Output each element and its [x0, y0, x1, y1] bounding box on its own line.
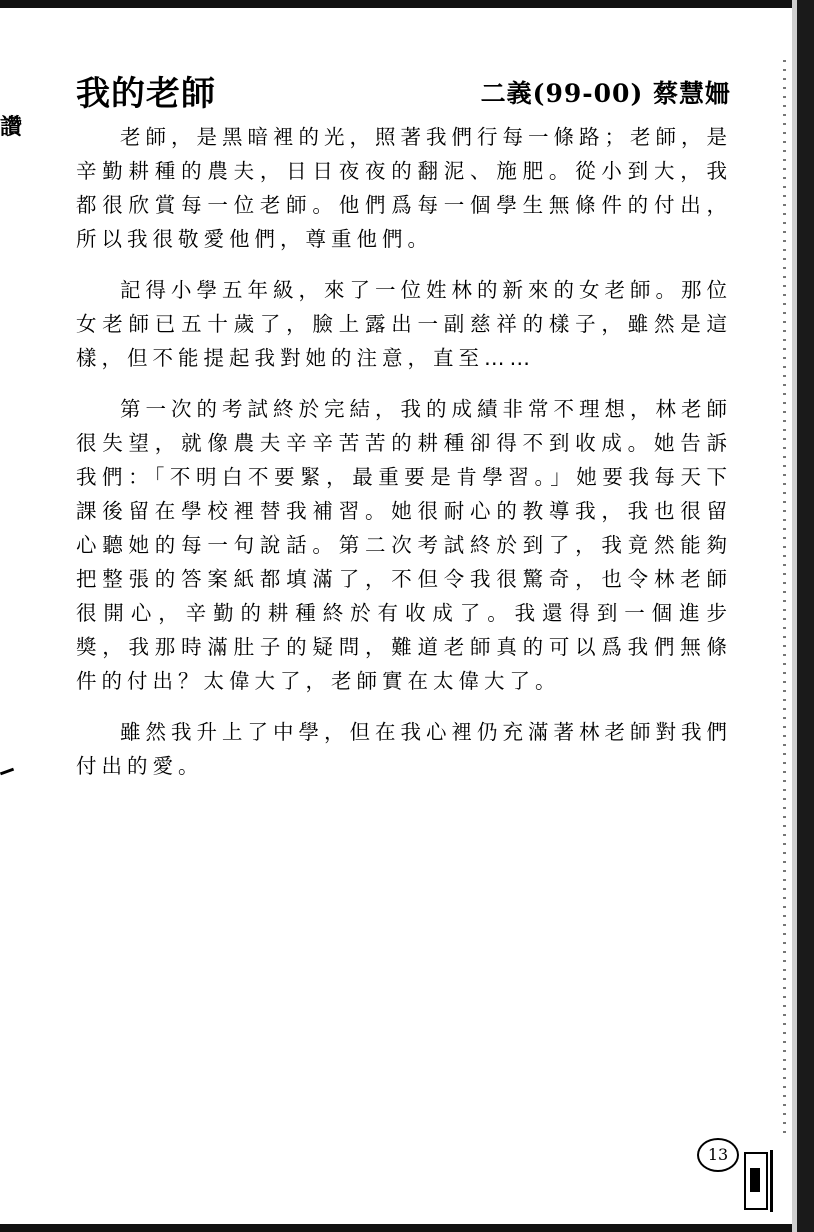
- paragraph: 老師，是黑暗裡的光，照著我們行每一條路；老師，是辛勤耕種的農夫，日日夜夜的翻泥、施肥。從小到大，我都很欣賞每一位老師。他們爲每一個學生無條件的付出，所以我很敬愛他們，尊重他們。: [76, 125, 732, 251]
- page-number: 13: [697, 1138, 739, 1172]
- paragraph: 記得小學五年級，來了一位姓林的新來的女老師。那位女老師已五十歲了，臉上露出一副慈祥的樣子，雖然是這樣，但不能提起我對她的注意，直至……: [76, 278, 732, 370]
- bookmark-icon: [744, 1152, 768, 1210]
- essay-body: [76, 120, 732, 800]
- essay-title: 我的老師: [76, 74, 216, 114]
- margin-mark: [0, 768, 14, 776]
- paragraph: 第一次的考試終於完結，我的成績非常不理想，林老師很失望，就像農夫辛辛苦苦的耕種卻得不到收成。她告訴我們：「不明白不要緊，最重要是肯學習。」她要我每天下課後留在學校裡替我補習。她很耐心的教導我，我也很留心聽她的每一句說話。第二次考試終於到了，我竟然能夠把整張的答案紙都填滿了，不但令我很驚奇，也令林老師很開心，辛勤的耕種終於有收成了。我還得到一個進步獎，我那時滿肚子的疑問，難道老師真的可以爲我們無條件的付出？太偉大了，老師實在太偉大了。: [76, 397, 732, 693]
- author-byline: 二義(99-00) 蔡慧姍: [480, 79, 731, 108]
- margin-character: 讚: [0, 115, 23, 140]
- scan-dotted-edge: [783, 60, 786, 1140]
- paragraph: 雖然我升上了中學，但在我心裡仍充滿著林老師對我們付出的愛。: [76, 720, 732, 778]
- bookmark-line: [770, 1150, 773, 1212]
- scan-bottom-edge: [0, 1224, 814, 1232]
- scan-top-edge: [0, 0, 814, 8]
- scan-right-edge: [797, 0, 814, 1232]
